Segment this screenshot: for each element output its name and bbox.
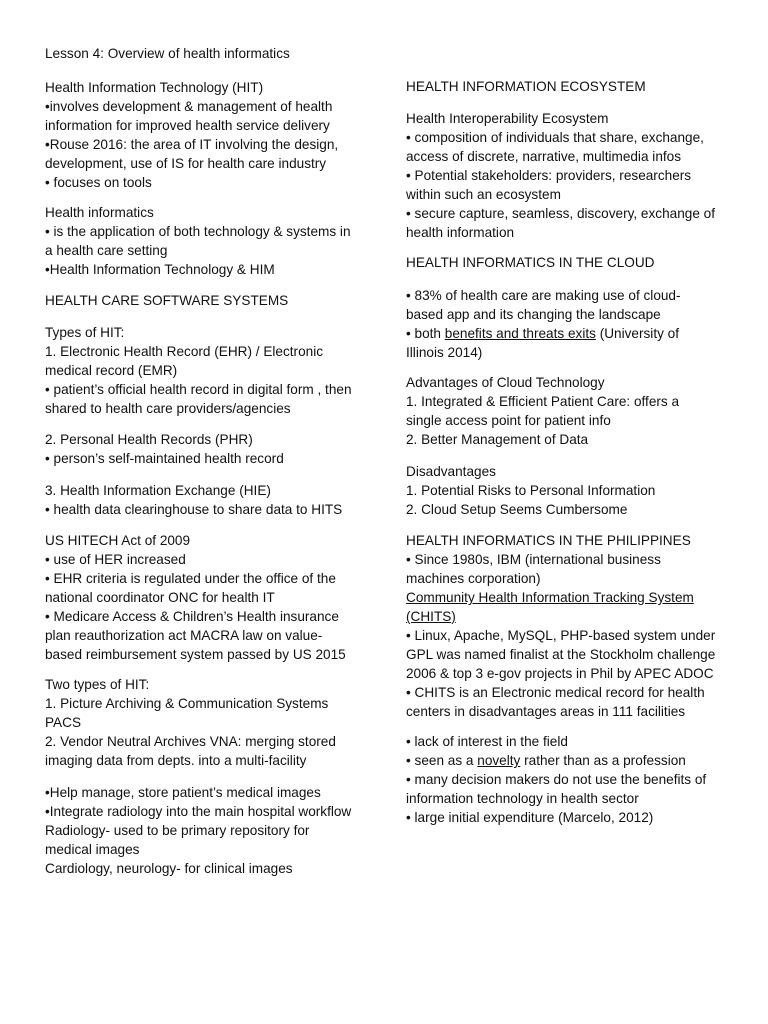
cloud-line: • 83% of health care are making use of cloud- [406,288,681,303]
issues-line: • many decision makers do not use the benefits of [406,772,707,787]
imaging-line: •Integrate radiology into the main hospital workflow [45,804,352,819]
advantages-line: 2. Better Management of Data [406,432,589,447]
imaging-uses-section [45,783,375,878]
advantages-heading: Advantages of Cloud Technology [406,375,605,390]
chits-abbrev-line [406,607,724,626]
disadvantages-line: 1. Potential Risks to Personal Information [406,483,656,498]
interop-line: • composition of individuals that share, exchange, [406,130,704,145]
interop-line: within such an ecosystem [406,187,561,202]
ph-line: 2006 & top 3 e-gov projects in Phil by APEC ADOC [406,666,714,681]
cloud-heading-text: HEALTH INFORMATICS IN THE CLOUD [406,255,655,270]
advantages-line: 1. Integrated & Efficient Patient Care: offers a [406,394,680,409]
software-systems-heading [45,291,375,310]
cloud-heading [406,253,724,272]
hie-line: 3. Health Information Exchange (HIE) [45,483,271,498]
phr-line: 2. Personal Health Records (PHR) [45,432,253,447]
issues-line [406,751,724,770]
two-types-heading: Two types of HIT: [45,677,150,692]
software-heading-text: HEALTH CARE SOFTWARE SYSTEMS [45,293,289,308]
hi-line: a health care setting [45,243,168,258]
chits-title-underlined: Community Health Information Tracking System [406,590,694,605]
types-line: medical record (EMR) [45,363,178,378]
types-of-hit-section [45,323,375,418]
imaging-line: Cardiology, neurology- for clinical images [45,861,293,876]
two-types-line: 1. Picture Archiving & Communication Systems [45,696,329,711]
phr-section [45,430,375,468]
cloud-line [406,324,724,343]
issues-line: • large initial expenditure (Marcelo, 2012) [406,810,654,825]
types-heading: Types of HIT: [45,325,125,340]
hi-heading: Health informatics [45,205,154,220]
hit-section [45,78,375,192]
two-types-line: imaging data from depts. into a multi-facility [45,753,307,768]
two-types-section [45,675,375,770]
issues-line: information technology in health sector [406,791,639,806]
hitech-line: • EHR criteria is regulated under the office of the [45,571,336,586]
chits-abbrev-underlined: (CHITS) [406,609,456,624]
hitech-line: • Medicare Access & Children’s Health insurance [45,609,339,624]
hitech-line: plan reauthorization act MACRA law on value- [45,628,323,643]
philippines-section [406,531,724,721]
cloud-section [406,286,724,362]
imaging-line: Radiology- used to be primary repository for [45,823,310,838]
hit-line: development, use of IS for health care industry [45,156,327,171]
types-line: shared to health care providers/agencies [45,401,291,416]
disadvantages-heading: Disadvantages [406,464,496,479]
phr-line: • person’s self-maintained health record [45,451,284,466]
ph-line: • Linux, Apache, MySQL, PHP-based system under [406,628,716,643]
imaging-line: •Help manage, store patient’s medical images [45,785,321,800]
two-types-line: PACS [45,715,82,730]
interop-line: • secure capture, seamless, discovery, exchange of [406,206,716,221]
interop-line: access of discrete, narrative, multimedia infos [406,149,682,164]
advantages-line: single access point for patient info [406,413,611,428]
health-informatics-section [45,203,375,279]
interop-section [406,109,724,242]
ecosystem-heading-text: HEALTH INFORMATION ECOSYSTEM [406,79,646,94]
lesson-title-text: Lesson 4: Overview of health informatics [45,46,290,61]
ph-line: GPL was named finalist at the Stockholm challenge [406,647,716,662]
hit-heading: Health Information Technology (HIT) [45,80,264,95]
imaging-line: medical images [45,842,140,857]
cloud-line-post: (University of [595,326,680,341]
types-line: • patient’s official health record in digital form , then [45,382,352,397]
hi-line: •Health Information Technology & HIM [45,262,275,277]
issues-line-pre: • seen as a [406,753,478,768]
advantages-section [406,373,724,449]
interop-line: health information [406,225,515,240]
hitech-section [45,531,375,664]
ph-line: • Since 1980s, IBM (international business [406,552,661,567]
novelty-underlined: novelty [477,753,521,768]
hie-section [45,481,375,519]
hi-line: • is the application of both technology & systems in [45,224,351,239]
issues-section [406,732,724,827]
hit-line: information for improved health service delivery [45,118,330,133]
ph-line: machines corporation) [406,571,541,586]
ecosystem-heading [406,77,724,96]
benefits-threats-underlined: benefits and threats exits [444,326,596,341]
disadvantages-section [406,462,724,519]
hit-line: •involves development & management of health [45,99,333,114]
two-types-line: 2. Vendor Neutral Archives VNA: merging stored [45,734,336,749]
hit-line: •Rouse 2016: the area of IT involving the design, [45,137,339,152]
issues-line-post: rather than as a profession [520,753,686,768]
types-line: 1. Electronic Health Record (EHR) / Electronic [45,344,324,359]
interop-line: • Potential stakeholders: providers, researchers [406,168,692,183]
cloud-line: Illinois 2014) [406,345,483,360]
cloud-line-pre: • both [406,326,445,341]
hit-line: • focuses on tools [45,175,152,190]
cloud-line: based app and its changing the landscape [406,307,661,322]
disadvantages-line: 2. Cloud Setup Seems Cumbersome [406,502,628,517]
hitech-line: national coordinator ONC for health IT [45,590,275,605]
hitech-line: • use of HER increased [45,552,186,567]
hitech-line: based reimbursement system passed by US 2015 [45,647,346,662]
issues-line: • lack of interest in the field [406,734,568,749]
hie-line: • health data clearinghouse to share data to HITS [45,502,343,517]
lesson-title [45,44,375,63]
ph-heading: HEALTH INFORMATICS IN THE PHILIPPINES [406,533,691,548]
ph-line: centers in disadvantages areas in 111 facilities [406,704,686,719]
hitech-heading: US HITECH Act of 2009 [45,533,191,548]
ph-line: • CHITS is an Electronic medical record for health [406,685,705,700]
interop-heading: Health Interoperability Ecosystem [406,111,609,126]
